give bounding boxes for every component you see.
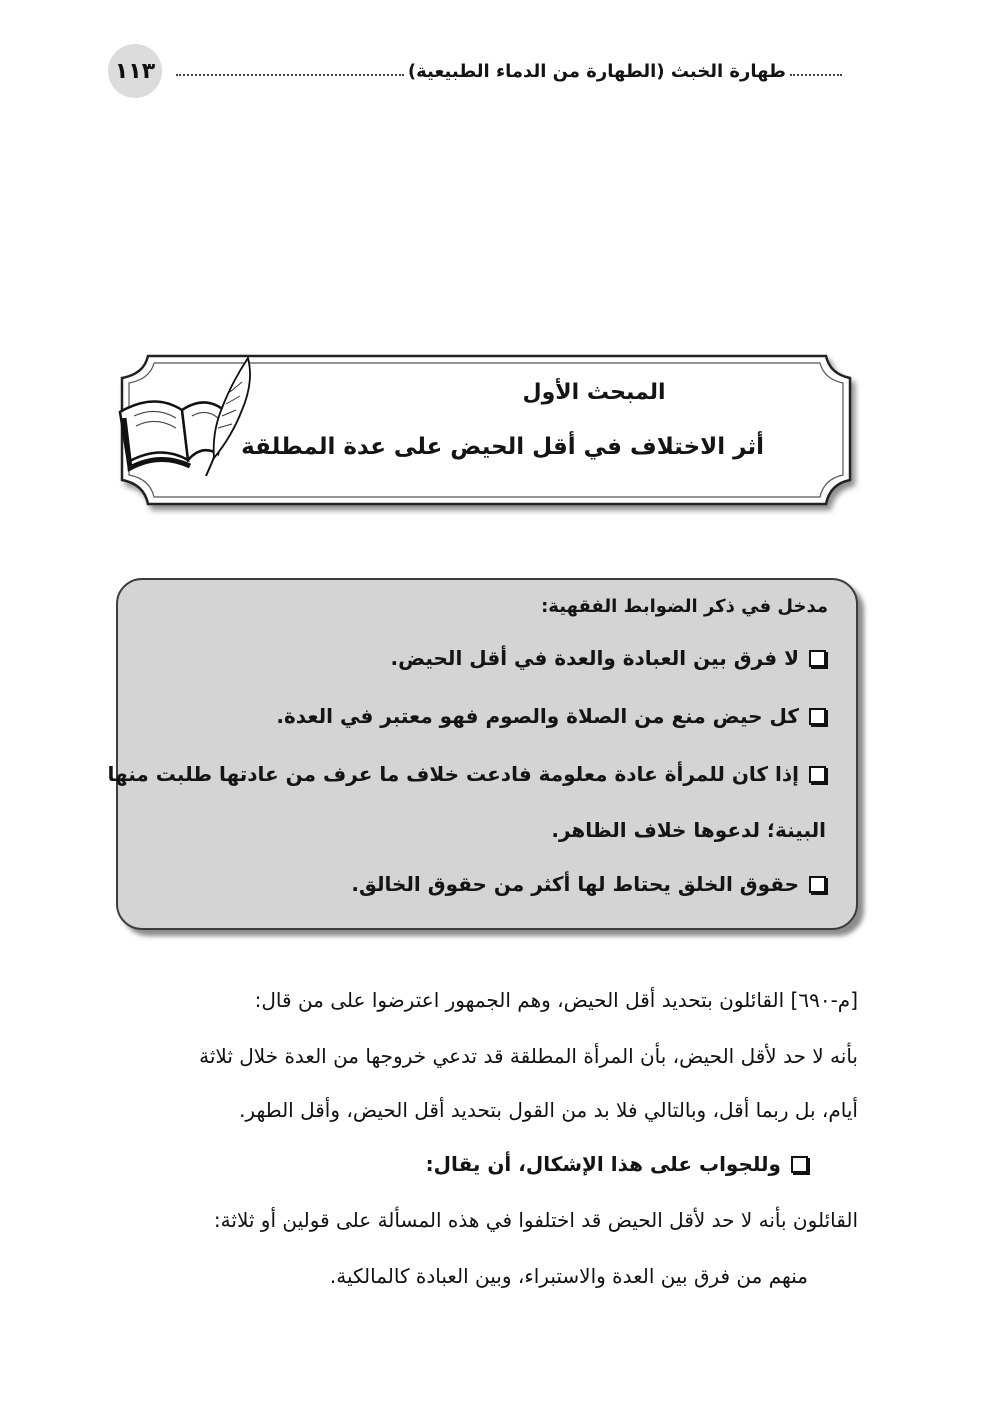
checkbox-bullet-icon: [809, 766, 826, 783]
checkbox-bullet-icon: [791, 1156, 808, 1173]
checkbox-bullet-icon: [809, 876, 826, 893]
paragraph-line: [م-٦٩٠] القائلون بتحديد أقل الحيض، وهم الجمهور اعترضوا على من قال:: [254, 988, 858, 1012]
checkbox-bullet-icon: [809, 650, 826, 667]
section-subtitle: أثر الاختلاف في أقل الحيض على عدة المطلقة: [241, 434, 764, 460]
page-number: ١١٣: [108, 44, 162, 98]
paragraph-line: بأنه لا حد لأقل الحيض، بأن المرأة المطلقة قد تدعي خروجها من العدة خلال ثلاثة: [199, 1044, 858, 1068]
paragraph-line: أيام، بل ربما أقل، وبالتالي فلا بد من القول بتحديد أقل الحيض، وأقل الطهر.: [239, 1098, 858, 1122]
checkbox-bullet-icon: [809, 708, 826, 725]
rule-item: [108, 762, 826, 786]
dotted-leader-left: [176, 74, 404, 76]
paragraph-line: القائلون بأنه لا حد لأقل الحيض قد اختلفوا في هذه المسألة على قولين أو ثلاثة:: [213, 1208, 858, 1232]
running-head: [176, 52, 842, 90]
rule-text: كل حيض منع من الصلاة والصوم فهو معتبر في العدة.: [276, 704, 799, 728]
paragraph-line: منهم من فرق بين العدة والاستبراء، وبين العبادة كالمالكية.: [329, 1264, 808, 1288]
rules-intro: مدخل في ذكر الضوابط الفقهية:: [541, 596, 828, 617]
rule-continuation: البينة؛ لدعوها خلاف الظاهر.: [551, 818, 826, 842]
rule-text: حقوق الخلق يحتاط لها أكثر من حقوق الخالق.: [351, 872, 799, 896]
rules-box: [107, 578, 858, 930]
rule-item: [351, 872, 826, 896]
running-title: طهارة الخبث (الطهارة من الدماء الطبيعية): [407, 60, 786, 82]
dotted-leader-right: [790, 74, 842, 76]
rule-item: [390, 646, 826, 670]
answer-heading-text: وللجواب على هذا الإشكال، أن يقال:: [425, 1152, 781, 1176]
book-quill-icon: [114, 352, 254, 482]
rule-item: [276, 704, 826, 728]
section-title-frame: [114, 352, 862, 516]
rule-text: إذا كان للمرأة عادة معلومة فادعت خلاف ما عرف من عادتها طلبت منها: [107, 762, 799, 786]
rule-text: لا فرق بين العبادة والعدة في أقل الحيض.: [390, 646, 799, 670]
section-heading: المبحث الأول: [522, 380, 666, 405]
answer-heading: [426, 1152, 808, 1176]
